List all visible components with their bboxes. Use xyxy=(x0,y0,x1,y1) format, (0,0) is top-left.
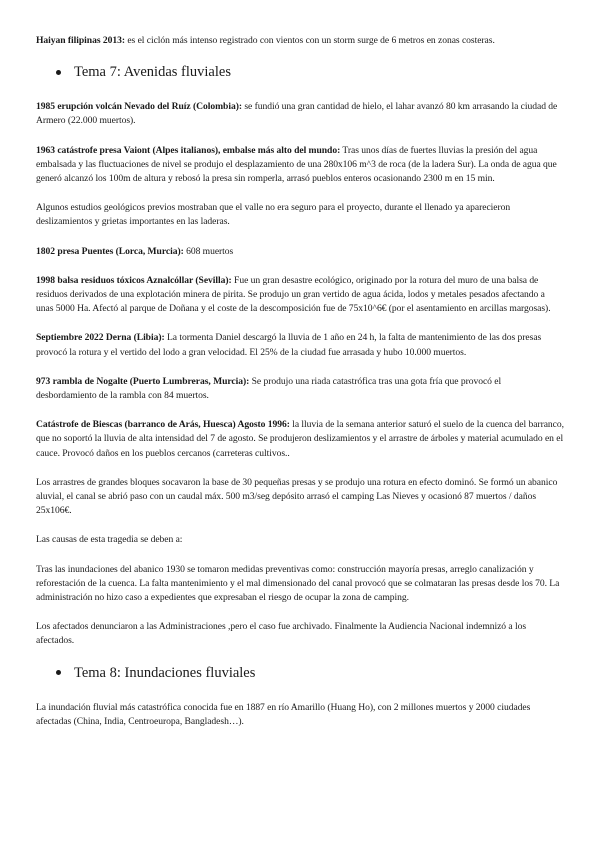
paragraph-biescas xyxy=(36,418,564,461)
paragraph-haiyan xyxy=(36,34,564,48)
bullet-icon xyxy=(56,670,61,675)
heading-text: Tema 8: Inundaciones fluviales xyxy=(74,664,256,681)
paragraph-text: La tormenta Daniel descargó la lluvia de 1 año en 24 h, la falta de mantenimiento de las dos presas provocó la rotura y el vertido del lodo a gran velocidad. El 25% de la ciudad fue arrasada y hubo 10.000 muertos. xyxy=(36,332,542,358)
paragraph-text: Los afectados denunciaron a las Administraciones ,pero el caso fue archivado. Finalmente la Audiencia Nacional indemnizó a los afectados. xyxy=(36,621,527,647)
paragraph-text: Los arrastres de grandes bloques socavaron la base de 30 pequeñas presas y se produjo una rotura en efecto dominó. Se formó un abanico aluvial, el canal se abrió paso con un caudal máx. 500 m3/seg depósito arrasó el camping Las Nieves y ocasionó 87 muertos / daños 25x106€. xyxy=(36,476,558,517)
section-heading-tema7 xyxy=(56,63,564,81)
paragraph-causas xyxy=(36,533,564,547)
paragraph-rio-amarillo xyxy=(36,701,564,729)
paragraph-text: es el ciclón más intenso registrado con vientos con un storm surge de 6 metros en zonas costeras. xyxy=(125,35,495,46)
paragraph-text: se fundió una gran cantidad de hielo, el lahar avanzó 80 km arrasando la ciudad de Armero (22.000 muertos). xyxy=(36,101,558,127)
paragraph-title: 1963 catástrofe presa Vaiont (Alpes italianos), embalse más alto del mundo: xyxy=(36,144,341,156)
paragraph-text: Tras las inundaciones del abanico 1930 se tomaron medidas preventivas como: construcción mayoría presas, arreglo canalización y reforestación de la cuenca. La falta mantenimiento y el mal dimensionado del canal provocó que se colmataran las presas desde los 70. La administración no hizo caso a expedientes que expresaban el riesgo de ocupar la zona de camping. xyxy=(36,563,560,604)
paragraph-presa-puentes xyxy=(36,245,564,259)
heading-text: Tema 7: Avenidas fluviales xyxy=(74,64,231,81)
paragraph-title: Haiyan filipinas 2013: xyxy=(36,35,125,46)
paragraph-text: 608 muertos xyxy=(183,245,234,257)
paragraph-nevado-del-ruiz xyxy=(36,100,564,128)
paragraph-aznalcollar xyxy=(36,274,564,317)
paragraph-text: Las causas de esta tragedia se deben a: xyxy=(36,534,183,546)
paragraph-derna xyxy=(36,331,564,359)
paragraph-nogalte xyxy=(36,375,564,403)
paragraph-title: 973 rambla de Nogalte (Puerto Lumbreras, Murcia): xyxy=(36,375,250,387)
paragraph-text: Algunos estudios geológicos previos mostraban que el valle no era seguro para el proyecto, durante el llenado ya aparecieron deslizamientos y grietas importantes en las laderas. xyxy=(36,202,511,228)
paragraph-title: Septiembre 2022 Derna (Libia): xyxy=(36,332,165,344)
paragraph-text: La inundación fluvial más catastrófica conocida fue en 1887 en río Amarillo (Huang Ho), con 2 millones muertos y 2000 ciudades afectadas (China, India, Centroeuropa, Bangladesh…). xyxy=(36,701,531,727)
paragraph-title: Catástrofe de Biescas (barranco de Arás, Huesca) Agosto 1996: xyxy=(36,419,290,431)
paragraph-title: 1985 erupción volcán Nevado del Ruíz (Colombia): xyxy=(36,101,242,113)
paragraph-medidas xyxy=(36,563,564,606)
paragraph-text: la lluvia de la semana anterior saturó el suelo de la cuenca del barranco, que no soportó la lluvia de alta intensidad del 7 de agosto. Se produjeron deslizamientos y el arrastre de árboles y material acumulado en el cauce. Provocó daños en los pueblos cercanos (carreteras cultivos.. xyxy=(36,419,564,459)
paragraph-vaiont-estudios xyxy=(36,201,564,229)
bullet-icon xyxy=(56,70,61,75)
paragraph-afectados xyxy=(36,620,564,648)
paragraph-biescas-arrastres xyxy=(36,476,564,519)
paragraph-text: Fue un gran desastre ecológico, originado por la rotura del muro de una balsa de residuos derivados de una explotación minera de pirita. Se produjo un gran vertido de agua ácida, lodos y metales pesados afectando a unas 5000 Ha. Afectó al parque de Doñana y el coste de la descomposición fue de 75x10^6€ (por el asentamiento en arcillas margosas). xyxy=(36,274,551,315)
paragraph-vaiont xyxy=(36,144,564,187)
section-heading-tema8 xyxy=(56,664,564,682)
paragraph-text: Tras unos días de fuertes lluvias la presión del agua embalsada y las fluctuaciones de nivel se produjo el desplazamiento de una 280x106 m^3 de roca (de la ladera Sur). La onda de agua que generó alcanzó los 100m de altura y rebosó la presa sin romperla, arrasó pueblos enteros ocasionando 2300 m en 15 min. xyxy=(36,144,557,185)
paragraph-text: Se produjo una riada catastrófica tras una gota fría que provocó el desbordamiento de la rambla con 84 muertos. xyxy=(36,375,502,402)
paragraph-title: 1802 presa Puentes (Lorca, Murcia): xyxy=(36,245,184,257)
paragraph-title: 1998 balsa residuos tóxicos Aznalcóllar (Sevilla): xyxy=(36,274,232,286)
